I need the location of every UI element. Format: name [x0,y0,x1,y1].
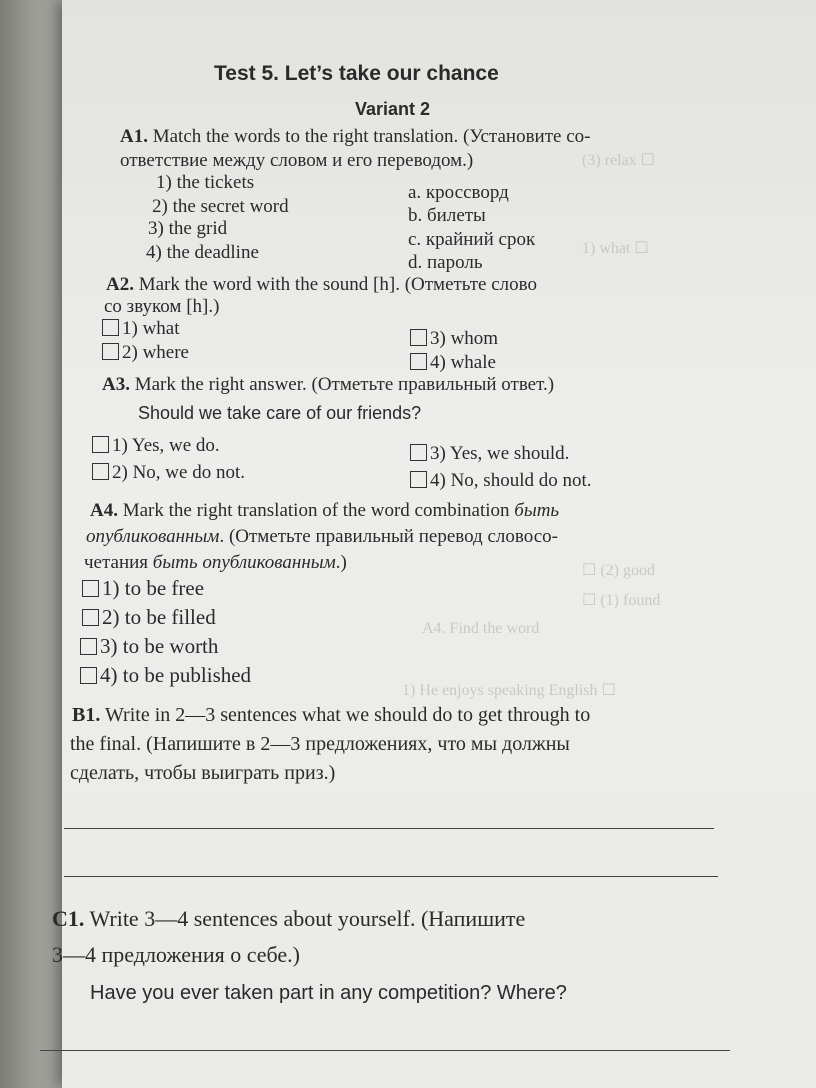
option-label: 1) to be free [102,576,205,600]
a4-text: Mark the right translation of the word combination [122,500,515,521]
option-label: 4) No, should do not. [430,470,592,491]
a2-option-3[interactable] [410,328,498,350]
a1-translation-b: b. билеты [408,205,486,226]
a4-option-1[interactable] [82,576,204,601]
option-label: 2) No, we do not. [112,462,245,483]
variant-label: Variant 2 [355,99,431,119]
checkbox[interactable] [102,343,119,360]
bleed-through: (3) relax ☐ [582,152,655,169]
checkbox[interactable] [102,319,119,336]
a4-instruction-line2 [86,526,558,548]
checkbox[interactable] [82,580,99,597]
checkbox[interactable] [80,667,97,684]
option-label: 3) whom [430,328,499,349]
c1-label: C1. [52,906,85,931]
a1-word-4: 4) the deadline [146,242,259,263]
checkbox[interactable] [82,609,99,626]
checkbox[interactable] [410,329,427,346]
a2-label: A2. [106,274,134,295]
bleed-through: ☐ (2) good [582,562,655,579]
option-label: 3) Yes, we should. [430,443,570,464]
a4-italic-term: быть [514,500,560,521]
b1-text: Write in 2—3 sentences what we should do to get through to [104,704,591,726]
bleed-through: 1) He enjoys speaking English ☐ [402,682,616,699]
a1-instruction-line1 [120,126,590,148]
c1-answer-line-1[interactable] [40,1050,730,1051]
bleed-through: 1) what ☐ [582,240,649,257]
a3-option-2[interactable] [92,462,245,484]
checkbox[interactable] [80,638,97,655]
b1-instruction-line1 [72,704,590,727]
a2-text: Mark the word with the sound [h]. (Отметьте слово [138,274,537,295]
a3-label: A3. [102,374,130,395]
option-label: 1) Yes, we do. [112,435,220,456]
b1-instruction-line2: the final. (Напишите в 2—3 предложениях, что мы должны [70,733,570,755]
a1-word-1: 1) the tickets [156,172,255,193]
a3-option-1[interactable] [92,435,220,457]
checkbox[interactable] [92,436,109,453]
a2-option-1[interactable] [102,318,180,340]
a2-option-2[interactable] [102,342,189,364]
option-label: 2) to be filled [102,605,216,629]
a1-instruction-line2: ответствие между словом и его переводом.) [120,150,474,171]
b1-label: B1. [72,704,101,726]
a4-italic-term: опубликованным [86,526,220,547]
a1-translation-a: a. кроссворд [408,182,509,203]
checkbox[interactable] [410,353,427,370]
a3-text: Mark the right answer. (Отметьте правильный ответ.) [134,374,555,395]
bleed-through: ☐ (1) found [582,592,661,609]
a4-option-3[interactable] [80,634,218,659]
b1-answer-line-2[interactable] [64,876,718,877]
bleed-through: A4. Find the word [422,620,540,637]
option-label: 4) whale [430,352,496,373]
c1-instruction-line1 [52,906,525,932]
a1-translation-d: d. пароль [408,252,483,273]
a4-text: четания [84,552,153,573]
a4-italic-term: быть опубликованным [152,552,336,573]
a4-option-2[interactable] [82,605,216,630]
a1-label: A1. [120,126,148,147]
checkbox[interactable] [410,444,427,461]
a1-word-2: 2) the secret word [152,196,289,217]
b1-instruction-line3: сделать, чтобы выиграть приз.) [70,762,336,784]
checkbox[interactable] [92,463,109,480]
a3-option-3[interactable] [410,443,569,465]
a3-instruction [102,374,554,396]
option-label: 1) what [122,318,180,339]
c1-question: Have you ever taken part in any competition? Where? [90,982,567,1004]
a4-option-4[interactable] [80,663,251,688]
a3-question: Should we take care of our friends? [138,403,422,423]
checkbox[interactable] [410,471,427,488]
a4-label: A4. [90,500,118,521]
a1-text: Match the words to the right translation. (Установите со- [152,126,591,147]
a4-instruction-line3 [84,552,347,574]
a4-text: .) [335,552,347,573]
a1-word-3: 3) the grid [148,218,228,239]
option-label: 2) where [122,342,189,363]
c1-text: Write 3—4 sentences about yourself. (Напишите [89,906,526,931]
test-title: Test 5. Let’s take our chance [214,62,499,85]
worksheet-page [52,0,816,1088]
option-label: 4) to be published [100,663,252,687]
a1-translation-c: c. крайний срок [408,229,536,250]
a4-instruction-line1 [90,500,559,522]
c1-instruction-line2: 3—4 предложения о себе.) [52,942,301,967]
a2-instruction-line1 [106,274,537,296]
a4-text: . (Отметьте правильный перевод словосо- [219,526,558,547]
a2-option-4[interactable] [410,352,496,374]
a2-instruction-line2: со звуком [h].) [104,296,220,317]
a3-option-4[interactable] [410,470,592,492]
option-label: 3) to be worth [100,634,219,658]
b1-answer-line-1[interactable] [64,828,714,829]
